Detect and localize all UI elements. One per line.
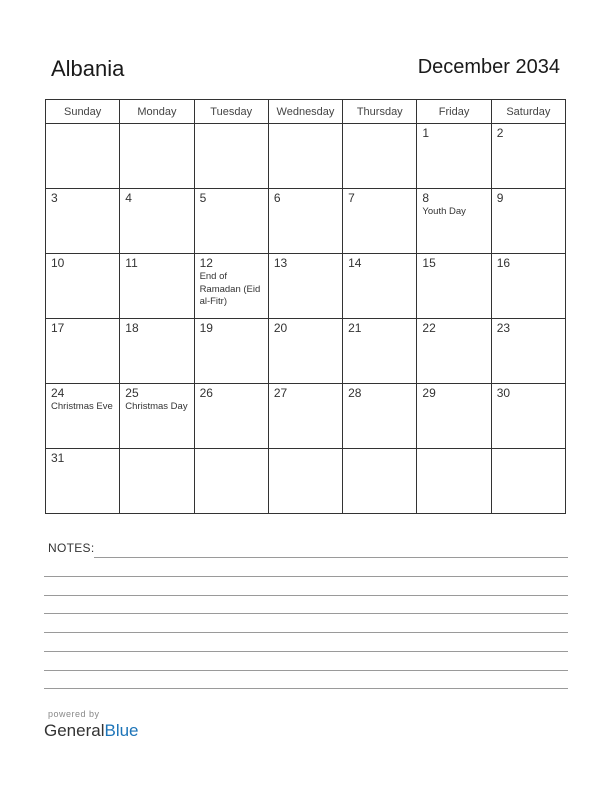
day-cell	[417, 319, 491, 384]
day-cell	[343, 254, 417, 319]
day-number: 14	[348, 256, 362, 270]
day-number: 12	[199, 256, 213, 270]
week-row	[46, 319, 566, 384]
day-cell	[417, 449, 491, 514]
generalblue-logo[interactable]	[44, 721, 139, 741]
week-row	[46, 384, 566, 449]
note-line	[44, 670, 568, 671]
day-number	[492, 449, 565, 452]
note-line	[44, 651, 568, 652]
day-cell	[194, 254, 268, 319]
day-number: 25	[125, 386, 139, 400]
day-cell	[120, 319, 194, 384]
week-row	[46, 189, 566, 254]
day-cell	[120, 189, 194, 254]
day-cell	[417, 384, 491, 449]
day-cell	[268, 254, 342, 319]
day-cell	[46, 124, 120, 189]
day-number: 20	[273, 321, 288, 335]
note-line	[44, 613, 568, 614]
day-cell	[491, 189, 565, 254]
day-cell	[491, 449, 565, 514]
note-line	[44, 688, 568, 689]
day-cell	[417, 254, 491, 319]
day-cell	[120, 384, 194, 449]
day-cell	[46, 449, 120, 514]
weekday-wednesday: Wednesday	[268, 100, 342, 124]
brand-general-text: General	[44, 721, 105, 740]
day-number	[417, 449, 490, 452]
day-number	[343, 449, 416, 452]
holiday-label: Christmas Eve	[51, 401, 113, 412]
day-number: 10	[51, 256, 65, 270]
day-number: 29	[422, 386, 436, 400]
brand-blue-text: Blue	[104, 721, 139, 740]
day-number: 18	[125, 321, 139, 335]
day-number	[269, 124, 342, 127]
note-line	[44, 576, 568, 577]
day-number	[120, 449, 193, 452]
day-cell	[268, 384, 342, 449]
note-line	[94, 557, 568, 558]
day-number: 1	[422, 126, 430, 140]
day-cell	[343, 124, 417, 189]
calendar-grid	[45, 99, 566, 514]
weekday-monday: Monday	[120, 100, 194, 124]
day-cell	[46, 189, 120, 254]
day-number	[46, 124, 119, 127]
notes-label: NOTES:	[48, 541, 95, 555]
day-number: 8	[422, 191, 430, 205]
day-number	[343, 124, 416, 127]
holiday-label: End of Ramadan (Eid al-Fitr)	[199, 271, 261, 307]
day-cell	[417, 189, 491, 254]
weekday-thursday: Thursday	[343, 100, 417, 124]
day-number: 17	[51, 321, 65, 335]
weekday-saturday: Saturday	[491, 100, 565, 124]
day-number: 11	[125, 256, 138, 270]
week-row	[46, 449, 566, 514]
day-number: 4	[125, 191, 132, 205]
day-number	[120, 124, 193, 127]
day-cell	[194, 124, 268, 189]
day-cell	[120, 124, 194, 189]
week-row	[46, 124, 566, 189]
month-year-title: December 2034	[417, 56, 560, 78]
day-cell	[268, 449, 342, 514]
powered-by-text: powered by	[48, 709, 100, 719]
day-cell	[417, 124, 491, 189]
day-number: 2	[496, 126, 504, 140]
holiday-label: Christmas Day	[125, 401, 188, 412]
day-number	[195, 449, 268, 452]
day-cell	[46, 384, 120, 449]
day-cell	[194, 384, 268, 449]
note-line	[44, 595, 568, 596]
day-number: 22	[422, 321, 436, 335]
day-number: 28	[348, 386, 362, 400]
weekday-tuesday: Tuesday	[194, 100, 268, 124]
day-cell	[120, 449, 194, 514]
day-cell	[46, 254, 120, 319]
day-cell	[491, 124, 565, 189]
day-cell	[491, 319, 565, 384]
day-cell	[194, 189, 268, 254]
day-number: 23	[496, 321, 511, 335]
day-number: 27	[273, 386, 288, 400]
day-number: 19	[199, 321, 213, 335]
day-cell	[343, 189, 417, 254]
day-number	[269, 449, 342, 452]
day-cell	[491, 254, 565, 319]
day-cell	[491, 384, 565, 449]
day-number: 21	[348, 321, 362, 335]
day-cell	[194, 319, 268, 384]
day-cell	[120, 254, 194, 319]
day-number: 9	[496, 191, 504, 205]
country-title: Albania	[51, 56, 125, 81]
day-number: 16	[496, 256, 511, 270]
day-cell	[268, 189, 342, 254]
day-cell	[343, 384, 417, 449]
note-line	[44, 632, 568, 633]
day-number: 5	[199, 191, 207, 205]
day-cell	[268, 319, 342, 384]
day-number	[195, 124, 268, 127]
day-cell	[343, 319, 417, 384]
day-cell	[268, 124, 342, 189]
holiday-label: Youth Day	[422, 206, 466, 217]
day-number: 13	[273, 256, 288, 270]
day-number: 3	[51, 191, 58, 205]
day-cell	[343, 449, 417, 514]
weekday-friday: Friday	[417, 100, 491, 124]
day-number: 7	[348, 191, 355, 205]
week-row	[46, 254, 566, 319]
day-number: 6	[273, 191, 281, 205]
weekday-sunday: Sunday	[46, 100, 120, 124]
day-number: 26	[199, 386, 213, 400]
day-number: 15	[422, 256, 436, 270]
day-cell	[46, 319, 120, 384]
day-number: 31	[51, 451, 65, 465]
day-cell	[194, 449, 268, 514]
day-number: 24	[51, 386, 65, 400]
day-number: 30	[496, 386, 511, 400]
weekday-header-row	[46, 100, 566, 124]
